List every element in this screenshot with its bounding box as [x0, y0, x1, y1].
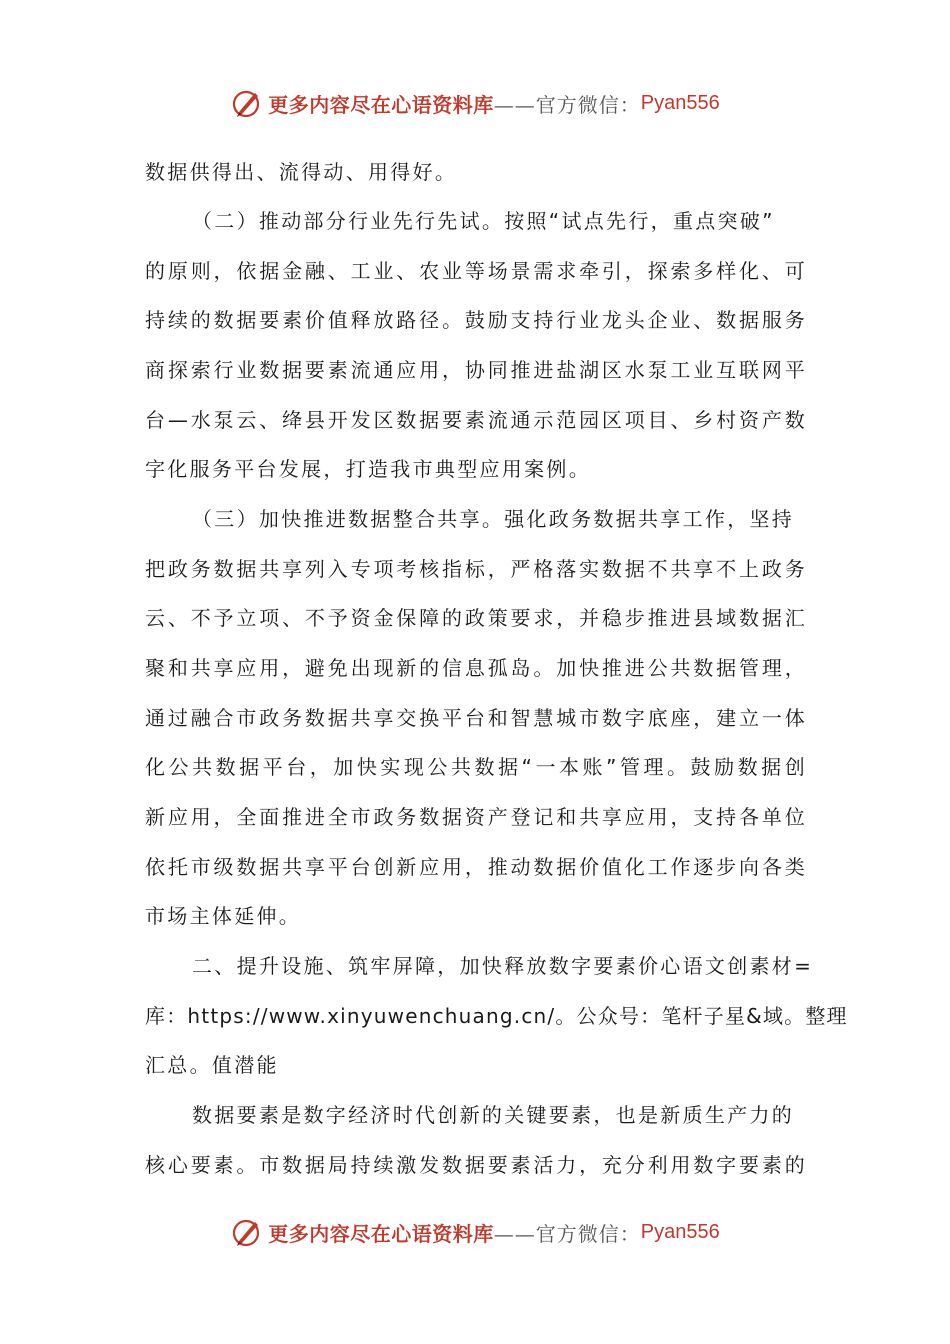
body-line: 汇总。值潜能 — [145, 1053, 279, 1077]
body-line: 台—水泵云、绛县开发区数据要素流通示范园区项目、乡村资产数 — [145, 408, 807, 432]
body-line: 把政务数据共享列入专项考核指标，严格落实数据不共享不上政务 — [145, 557, 807, 581]
body-line: 数据要素是数字经济时代创新的关键要素，也是新质生产力的 — [192, 1103, 795, 1127]
body-line: 云、不予立项、不予资金保障的政策要求，并稳步推进县域数据汇 — [145, 606, 807, 630]
banner-wechat-id: Pyan556 — [640, 1220, 720, 1243]
body-line: 二、提升设施、筑牢屏障，加快释放数字要素价心语文创素材= — [192, 954, 814, 978]
body-line: 字化服务平台发展，打造我市典型应用案例。 — [145, 457, 591, 481]
body-line: 核心要素。市数据局持续激发数据要素活力，充分利用数字要素的 — [145, 1153, 807, 1177]
body-line: （二）推动部分行业先行先试。按照“试点先行，重点突破” — [192, 209, 775, 233]
body-line: 聚和共享应用，避免出现新的信息孤岛。加快推进公共数据管理， — [145, 656, 807, 680]
pen-circle-logo-icon — [230, 1215, 264, 1249]
pen-circle-logo-icon — [230, 86, 264, 120]
body-line: 依托市级数据共享平台创新应用，推动数据价值化工作逐步向各类 — [145, 855, 807, 879]
body-line: 市场主体延伸。 — [145, 904, 302, 928]
banner-dash-text: ——官方微信： — [493, 1221, 641, 1246]
header-watermark-banner — [0, 83, 950, 123]
banner-wechat-id: Pyan556 — [640, 91, 720, 114]
banner-highlight-text: 更多内容尽在心语资料库 — [268, 92, 494, 117]
body-line: 通过融合市政务数据共享交换平台和智慧城市数字底座，建立一体 — [145, 706, 807, 730]
banner-highlight-text: 更多内容尽在心语资料库 — [268, 1221, 494, 1246]
body-line: （三）加快推进数据整合共享。强化政务数据共享工作，坚持 — [192, 507, 795, 531]
footer-watermark-banner — [0, 1212, 950, 1252]
body-line: 的原则，依据金融、工业、农业等场景需求牵引，探索多样化、可 — [145, 259, 807, 283]
body-line: 持续的数据要素价值释放路径。鼓励支持行业龙头企业、数据服务 — [145, 308, 807, 332]
body-line: 化公共数据平台，加快实现公共数据“一本账”管理。鼓励数据创 — [145, 755, 807, 779]
body-line: 数据供得出、流得动、用得好。 — [145, 160, 458, 184]
banner-dash-text: ——官方微信： — [493, 92, 641, 117]
body-line: 新应用，全面推进全市政务数据资产登记和共享应用，支持各单位 — [145, 805, 807, 829]
body-line: 库：https://www.xinyuwenchuang.cn/。公众号：笔杆子星&域。整理 — [145, 1004, 848, 1028]
body-line: 商探索行业数据要素流通应用，协同推进盐湖区水泵工业互联网平 — [145, 358, 807, 382]
